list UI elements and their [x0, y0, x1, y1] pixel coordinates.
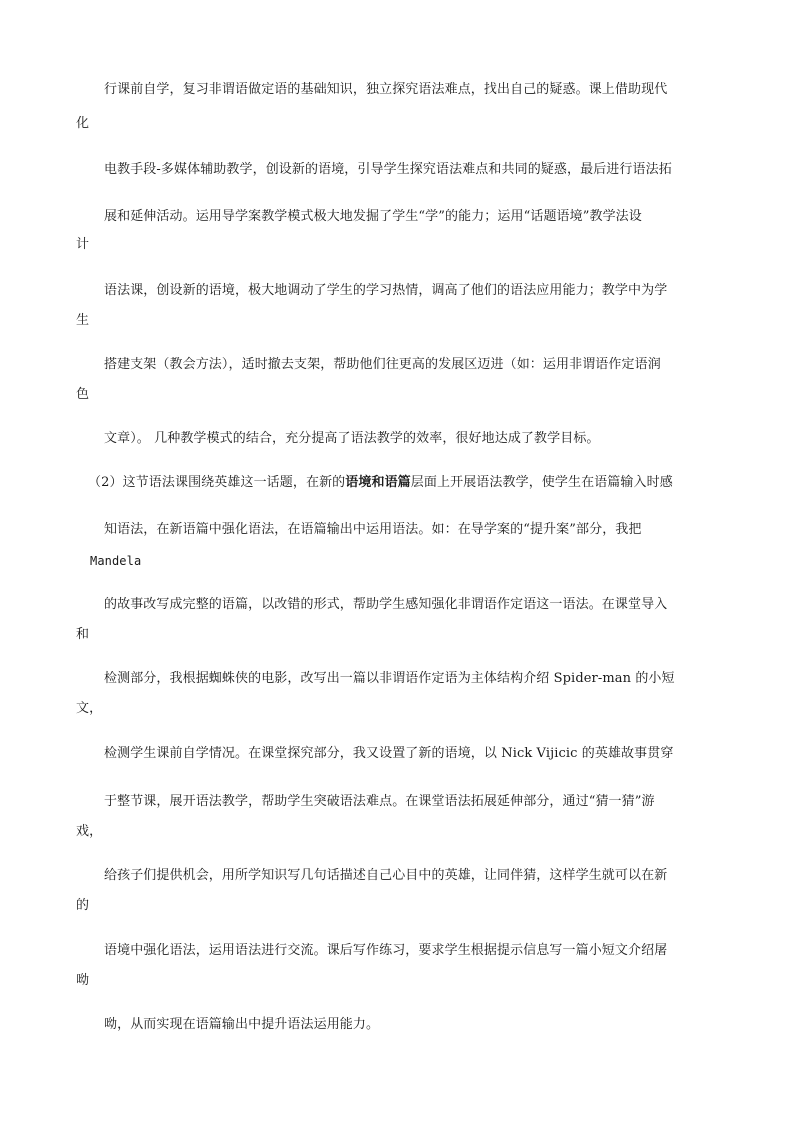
text-line: 语境中强化语法，运用语法进行交流。课后写作练习，要求学生根据提示信息写一篇小短文介绍屠 — [104, 943, 668, 958]
paragraph-2-first-line — [88, 474, 673, 492]
emphasis-context-and-discourse: 语境和语篇 — [345, 475, 411, 490]
text-line: 搭建支架（教会方法），适时撤去支架，帮助他们往更高的发展区迈进（如：运用非谓语作定语润 — [104, 357, 661, 372]
text-line: 电教手段-多媒体辅助教学，创设新的语境，引导学生探究语法难点和共同的疑惑，最后进行语法拓 — [104, 162, 672, 177]
text-line: 于整节课，展开语法教学，帮助学生突破语法难点。在课堂语法拓展延伸部分，通过“猜一猜”游 — [104, 794, 655, 809]
text-line: 呦 — [76, 973, 90, 988]
text-line: 知语法，在新语篇中强化语法，在语篇输出中运用语法。如：在导学案的“提升案”部分，我把 — [104, 522, 642, 537]
text-line: 检测学生课前自学情况。在课堂探究部分，我又设置了新的语境，以 Nick Vijicic 的英雄故事贯穿 — [104, 746, 674, 761]
text-line: 行课前自学，复习非谓语做定语的基础知识，独立探究语法难点，找出自己的疑惑。课上借助现代 — [104, 82, 668, 97]
text-line: 戏， — [76, 824, 103, 839]
text-line: 计 — [76, 237, 90, 252]
text-line: 呦，从而实现在语篇输出中提升语法运用能力。 — [104, 1017, 380, 1032]
text-line: 语法课，创设新的语境，极大地调动了学生的学习热情，调高了他们的语法应用能力；教学中为学 — [104, 283, 668, 298]
text-line: 化 — [76, 116, 90, 131]
paragraph-2-prefix: （2）这节语法课围绕英雄这一话题，在新的 — [88, 475, 346, 490]
text-line: Mandela — [90, 554, 142, 568]
text-line: 和 — [76, 627, 90, 642]
text-line: 色 — [76, 387, 90, 402]
text-line: 给孩子们提供机会，用所学知识写几句话描述自己心目中的英雄，让同伴猜，这样学生就可以在新 — [104, 868, 668, 883]
text-line: 文章）。 几种教学模式的结合，充分提高了语法教学的效率，很好地达成了教学目标。 — [104, 431, 600, 446]
text-line: 文， — [76, 701, 103, 716]
paragraph-2-suffix: 层面上开展语法教学，使学生在语篇输入时感 — [410, 475, 673, 490]
text-line: 展和延伸活动。运用导学案教学模式极大地发掘了学生“学”的能力；运用“话题语境”教学法设 — [104, 209, 642, 224]
text-line: 的故事改写成完整的语篇，以改错的形式，帮助学生感知强化非谓语作定语这一语法。在课堂导入 — [104, 597, 668, 612]
text-line: 生 — [76, 313, 90, 328]
text-line: 检测部分，我根据蜘蛛侠的电影，改写出一篇以非谓语作定语为主体结构介绍 Spider-man 的小短 — [104, 671, 675, 686]
text-line: 的 — [76, 898, 90, 913]
